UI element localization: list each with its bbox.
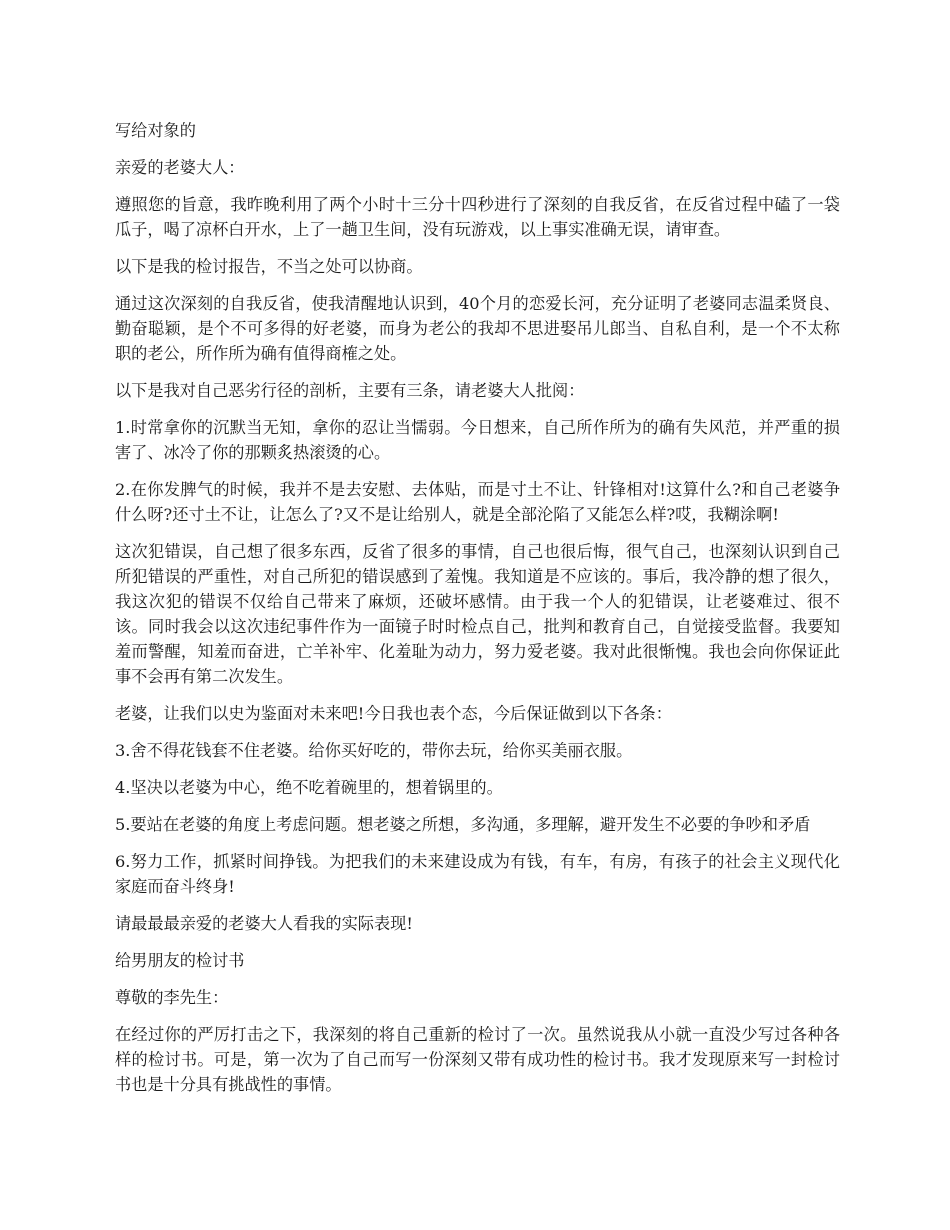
document-body (115, 118, 840, 1109)
list-item: 4.坚决以老婆为中心，绝不吃着碗里的，想着锅里的。 (115, 778, 503, 797)
paragraph: 请最最最亲爱的老婆大人看我的实际表现! (115, 914, 413, 933)
salutation-mr-li: 尊敬的李先生： (115, 988, 229, 1007)
paragraph: 以下是我对自己恶劣行径的剖析，主要有三条，请老婆大人批阅： (115, 381, 585, 400)
list-item: 5.要站在老婆的角度上考虑问题。想老婆之所想，多沟通，多理解，避开发生不必要的争吵和矛盾 (115, 815, 811, 834)
paragraph: 通过这次深刻的自我反省，使我清醒地认识到，40个月的恋爱长河，充分证明了老婆同志温柔贤良、勤奋聪颖，是个不可多得的好老婆，而身为老公的我却不思进娶吊儿郎当、自私自利，是一个不太称职的老公，所作所为确有值得商榷之处。 (115, 294, 840, 363)
list-item: 3.舍不得花钱套不住老婆。给你买好吃的，带你去玩，给你买美丽衣服。 (115, 741, 633, 760)
list-item: 6.努力工作，抓紧时间挣钱。为把我们的未来建设成为有钱，有车，有房，有孩子的社会主义现代化家庭而奋斗终身! (115, 852, 840, 896)
paragraph: 遵照您的旨意，我昨晚利用了两个小时十三分十四秒进行了深刻的自我反省，在反省过程中磕了一袋瓜子，喝了凉杯白开水，上了一趟卫生间，没有玩游戏，以上事实准确无误，请审查。 (115, 195, 840, 239)
heading-letter-to-partner: 写给对象的 (115, 121, 196, 140)
list-item: 1.时常拿你的沉默当无知，拿你的忍让当懦弱。今日想来，自己所作所为的确有失风范，并严重的损害了、冰冷了你的那颗炙热滚烫的心。 (115, 418, 840, 462)
paragraph: 在经过你的严厉打击之下，我深刻的将自己重新的检讨了一次。虽然说我从小就一直没少写过各种各样的检讨书。可是，第一次为了自己而写一份深刻又带有成功性的检讨书。我才发现原来写一封检讨书也是十分具有挑战性的事情。 (115, 1025, 840, 1094)
salutation-wife: 亲爱的老婆大人： (115, 158, 245, 177)
list-item: 2.在你发脾气的时候，我并不是去安慰、去体贴，而是寸土不让、针锋相对!这算什么?和自己老婆争什么呀?还寸土不让，让怎么了?又不是让给别人，就是全部沦陷了又能怎么样?哎，我糊涂啊! (115, 480, 840, 524)
paragraph: 这次犯错误，自己想了很多东西，反省了很多的事情，自己也很后悔，很气自己，也深刻认识到自己所犯错误的严重性，对自己所犯的错误感到了羞愧。我知道是不应该的。事后，我冷静的想了很久，我这次犯的错误不仅给自己带来了麻烦，还破坏感情。由于我一个人的犯错误，让老婆难过、很不该。同时我会以这次违纪事件作为一面镜子时时检点自己，批判和教育自己，自觉接受监督。我要知羞而警醒，知羞而奋进，亡羊补牢、化羞耻为动力，努力爱老婆。我对此很惭愧。我也会向你保证此事不会再有第二次发生。 (115, 542, 840, 686)
paragraph: 以下是我的检讨报告，不当之处可以协商。 (115, 257, 423, 276)
paragraph: 老婆，让我们以史为鉴面对未来吧!今日我也表个态，今后保证做到以下各条： (115, 704, 672, 723)
heading-letter-to-boyfriend: 给男朋友的检讨书 (115, 951, 245, 970)
